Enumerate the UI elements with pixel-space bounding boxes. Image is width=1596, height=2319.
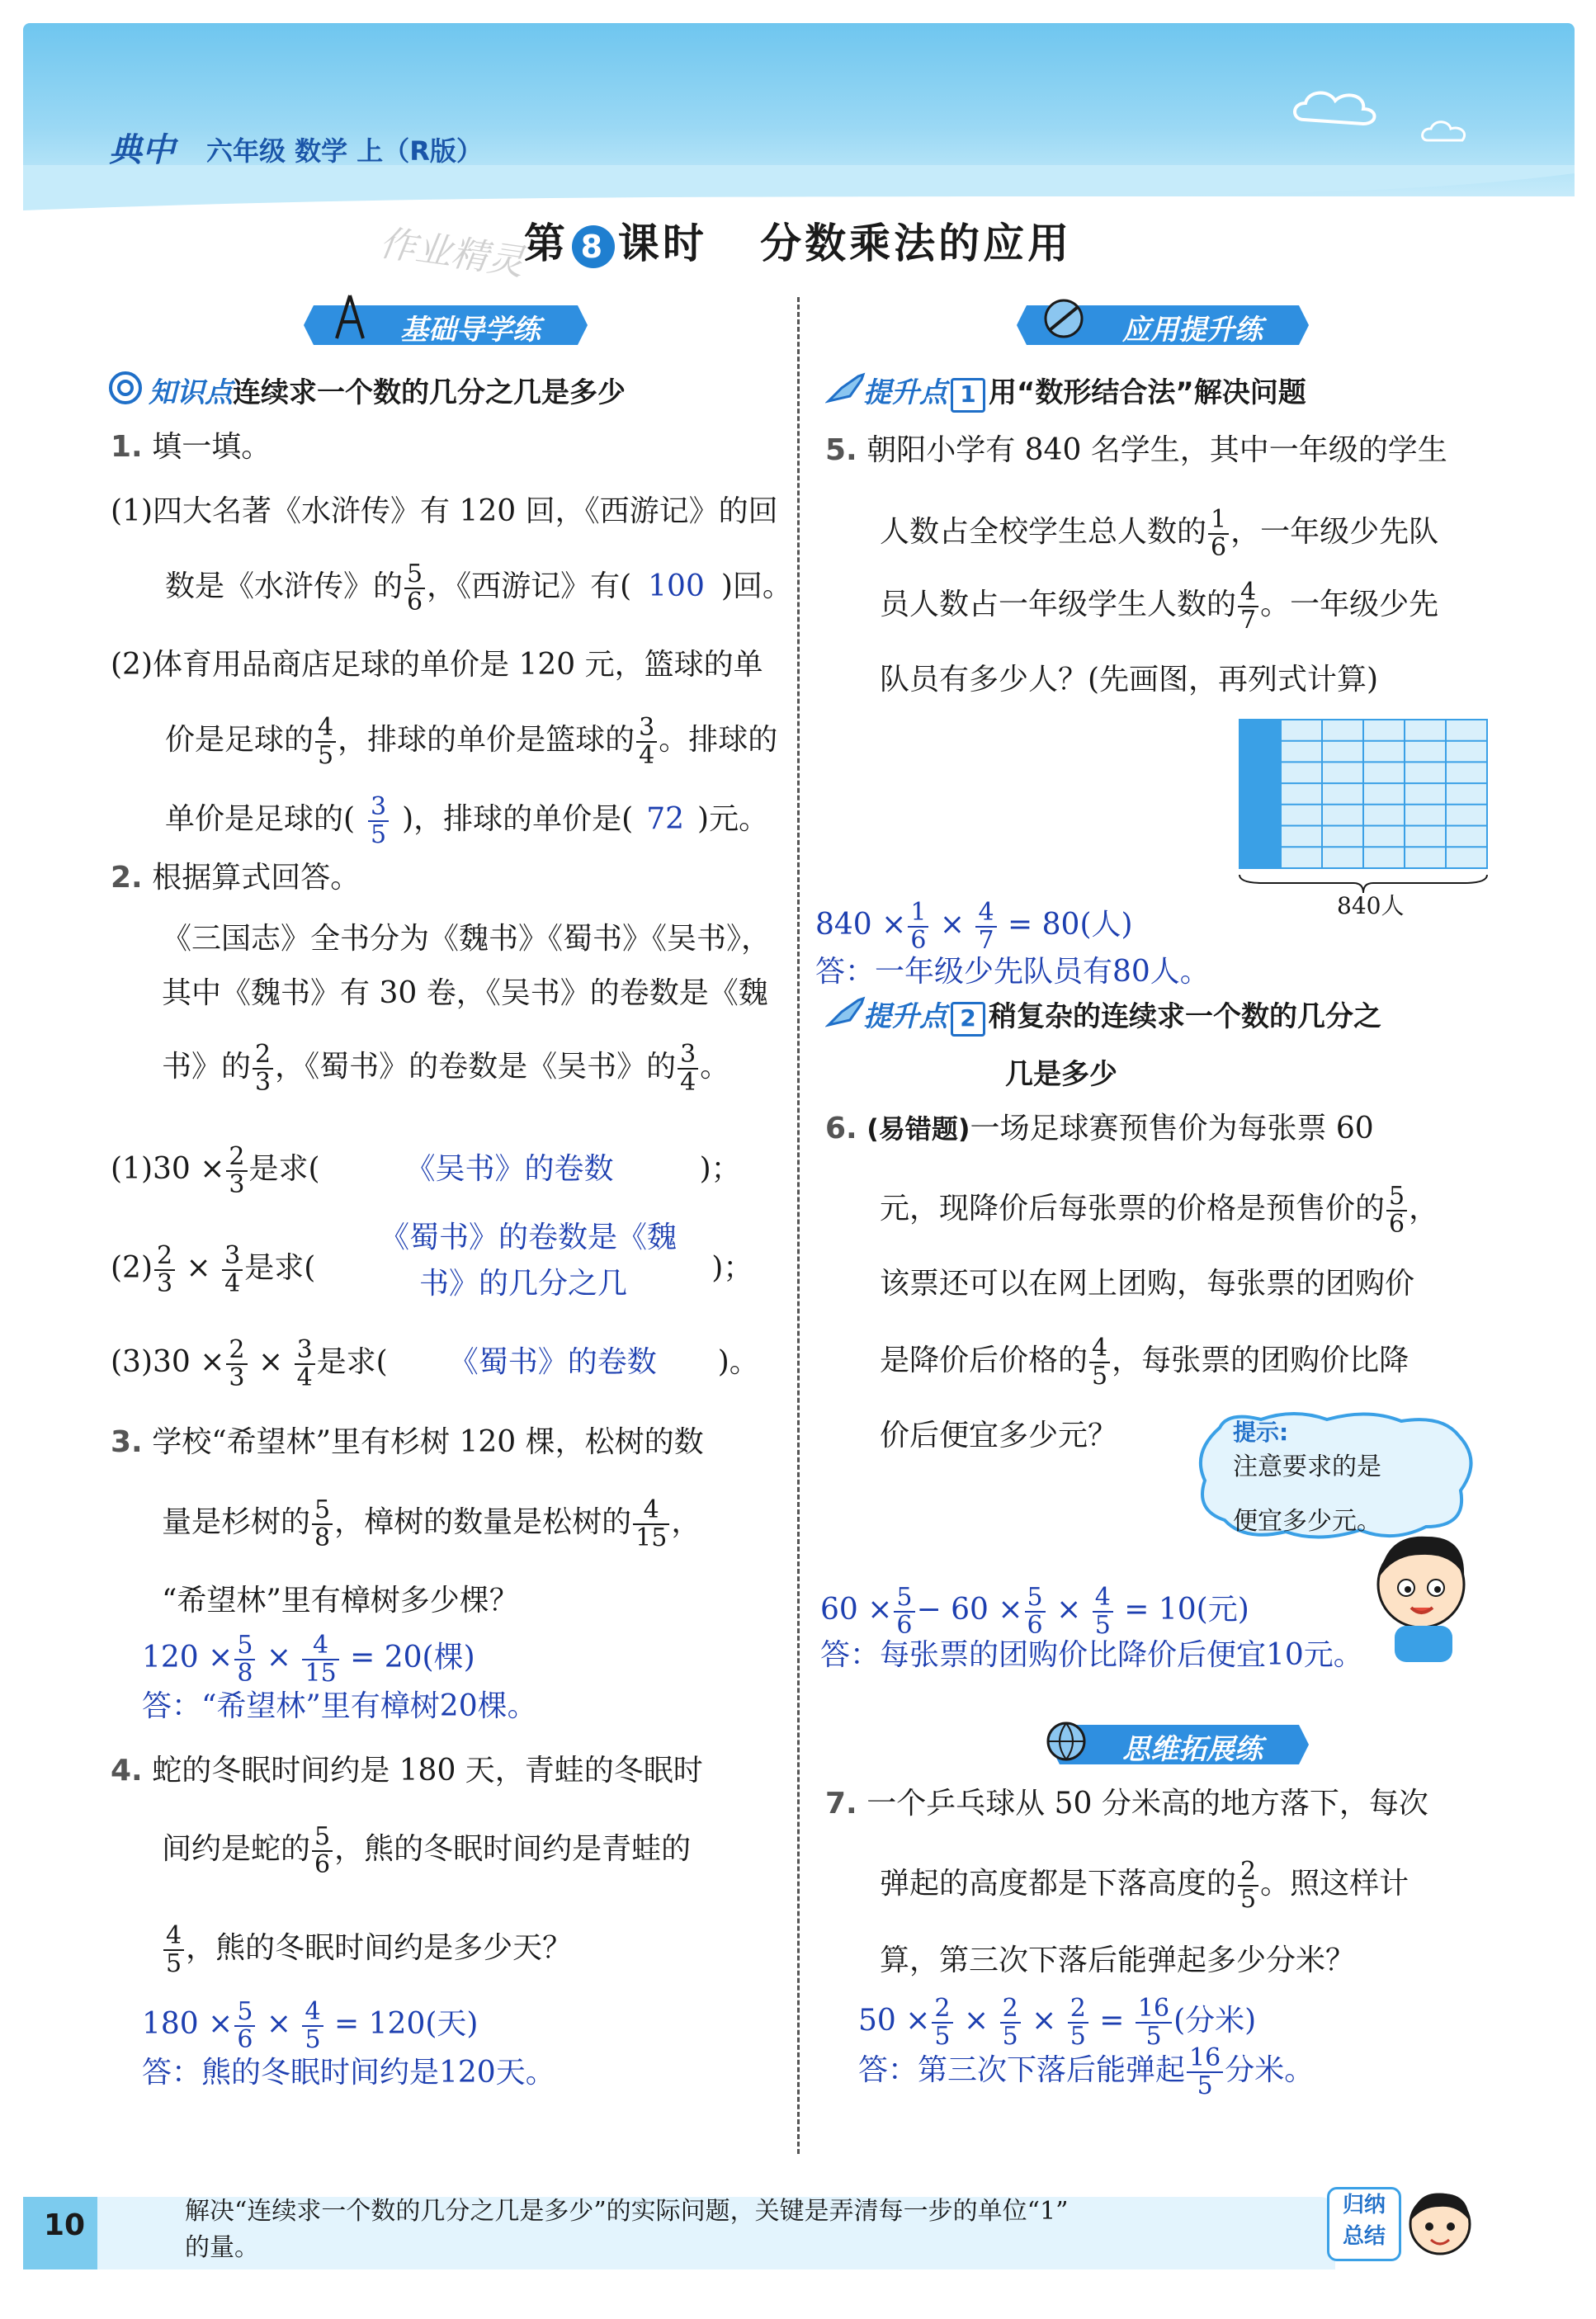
- q1-part2-line1: (2)体育用品商店足球的单价是 120 元，篮球的单: [111, 648, 763, 682]
- logo: 典中: [109, 131, 175, 169]
- cloud-icon: [1287, 83, 1386, 132]
- q1-p2-text-e: )，排球的单价是(: [402, 802, 634, 836]
- lesson-prefix: 第: [523, 220, 569, 267]
- q4-text-b: ，熊的冬眠时间约是青蛙的: [334, 1832, 692, 1866]
- q2-s3-end: )。: [717, 1345, 759, 1379]
- knowledge-tag: 知识点: [149, 376, 233, 409]
- fraction-denominator: 5: [1197, 2071, 1213, 2100]
- section-title-basic: 基础导学练: [400, 314, 541, 347]
- q7-line2: [880, 1859, 1409, 1913]
- q5-number: 5.: [825, 433, 857, 467]
- fraction-denominator: 8: [237, 1659, 253, 1688]
- fraction: [1238, 1859, 1258, 1913]
- fraction-numerator: 2: [1068, 1995, 1088, 2024]
- q2-number: 2.: [111, 861, 143, 895]
- fraction-numerator: 5: [234, 1632, 255, 1660]
- fraction-denominator: 5: [1145, 2022, 1162, 2051]
- fraction-numerator: 3: [295, 1337, 315, 1365]
- lesson-suffix: 课时: [617, 220, 707, 267]
- fraction-denominator: 15: [305, 1659, 337, 1688]
- q3-text-1: 学校“希望林”里有杉树 120 棵，松树的数: [152, 1425, 704, 1459]
- fraction: [1238, 579, 1258, 634]
- section-title-extend: 思维拓展练: [1122, 1733, 1263, 1766]
- q5-line4: 队员有多少人？(先画图，再列式计算): [880, 663, 1379, 697]
- q7-text-1: 一个乒乓球从 50 分米高的地方落下，每次: [866, 1787, 1428, 1821]
- q1-p2-text-d: 单价是足球的(: [165, 802, 356, 836]
- q1-p1-answer: 100: [648, 569, 705, 603]
- fraction-numerator: 5: [894, 1585, 914, 1613]
- q3-calc: 120 × $\frac{5}{8}$ × $\frac{4}{15}$ = 20(棵): [142, 1631, 475, 1688]
- fraction-denominator: 5: [934, 2022, 951, 2051]
- fraction-denominator: 6: [407, 588, 423, 616]
- fraction: [1093, 1585, 1113, 1639]
- summary-badge-line2: 总结: [1342, 2224, 1386, 2249]
- fraction: [312, 1497, 333, 1552]
- fraction: [154, 1243, 175, 1297]
- q4-answer: 答：熊的冬眠时间约是120天。: [142, 2056, 555, 2090]
- q2-text-c: 。: [700, 1050, 730, 1084]
- fraction-numerator: 4: [1093, 1585, 1113, 1613]
- fraction-denominator: 8: [314, 1523, 331, 1552]
- fraction-numerator: 5: [1025, 1585, 1046, 1613]
- fraction: [1025, 1585, 1046, 1639]
- q4-text-a: 间约是蛇的: [162, 1832, 311, 1866]
- q2-s2-pre: (2): [111, 1251, 153, 1285]
- q7-answer-a: 答：第三次下落后能弹起: [858, 2053, 1186, 2087]
- fraction-denominator: 5: [1092, 1362, 1108, 1391]
- q1-part2-line2: [165, 715, 777, 769]
- q4-line2: [162, 1824, 691, 1878]
- q1-p2-answer-fraction: [368, 794, 389, 848]
- q2-s3-post: 是求(: [316, 1345, 388, 1379]
- fraction-denominator: 4: [224, 1269, 241, 1298]
- q6-error-label: (易错题): [866, 1113, 970, 1145]
- q6-calc-c: = 10(元): [1124, 1593, 1249, 1627]
- fraction-denominator: 5: [1070, 2022, 1086, 2051]
- fraction-denominator: 7: [978, 926, 994, 955]
- q7-calc-pre: 50 ×: [858, 2004, 931, 2038]
- q2-line1: 《三国志》全书分为《魏书》《蜀书》《吴书》，: [162, 922, 772, 956]
- fraction-numerator: 3: [368, 794, 389, 822]
- q2-s2-end: )；: [711, 1251, 753, 1285]
- fraction-denominator: 5: [1002, 2022, 1018, 2051]
- fraction: [894, 1585, 914, 1639]
- q5-text-b: ，一年级少先队: [1230, 515, 1439, 549]
- summary-badge-line1: 归纳: [1342, 2193, 1386, 2217]
- q3-line2: [162, 1497, 701, 1552]
- fraction-numerator: 4: [975, 900, 996, 928]
- fraction: [226, 1144, 247, 1198]
- fraction-numerator: 2: [1238, 1859, 1258, 1887]
- fraction: [633, 1497, 669, 1552]
- q1-p1-text-c: )回。: [720, 569, 792, 603]
- point2: [863, 994, 1381, 1037]
- fraction-numerator: 2: [253, 1041, 273, 1070]
- fraction-denominator: 5: [1240, 1885, 1257, 1914]
- fraction-numerator: 3: [222, 1243, 243, 1271]
- q5-text-d: 。一年级少先: [1260, 588, 1439, 621]
- fraction-denominator: 4: [296, 1363, 313, 1392]
- q5-line2: [880, 507, 1438, 561]
- fraction-numerator: 2: [226, 1337, 247, 1365]
- fraction-denominator: 5: [305, 2025, 321, 2054]
- q5-answer: 答：一年级少先队员有80人。: [815, 955, 1210, 989]
- q2-sub2: (2) $\frac{2}{3}$ × $\frac{3}{4}$ 是求( )；: [111, 1241, 753, 1298]
- fraction-numerator: 4: [302, 1632, 338, 1660]
- fraction: [302, 1632, 338, 1687]
- q7-calc: 50 × $\frac{2}{5}$ × $\frac{2}{5}$ × $\frac{2}{5}$ = $\frac{16}{5}$ (分米): [858, 1994, 1257, 2051]
- q7-text-a: 弹起的高度都是下落高度的: [880, 1867, 1237, 1901]
- q1-part1-line2: [165, 561, 792, 616]
- q5-calc-post: = 80(人): [1008, 908, 1133, 942]
- q1-p2-text-c: 。排球的: [659, 723, 778, 757]
- q2-line2: 其中《魏书》有 30 卷，《吴书》的卷数是《魏: [162, 976, 768, 1010]
- q6-text-b: ，: [1409, 1192, 1439, 1226]
- q1-p2-text-a: 价是足球的: [165, 723, 314, 757]
- q3-text-a: 量是杉树的: [162, 1505, 311, 1539]
- q4-line3: [162, 1923, 572, 1977]
- fraction-denominator: 3: [229, 1363, 245, 1392]
- fraction-numerator: 4: [633, 1497, 669, 1525]
- q6-text-c: 是降价后价格的: [880, 1344, 1088, 1377]
- q2-s1-answer: 《吴书》的卷数: [405, 1152, 614, 1186]
- q7-line1: [825, 1781, 1428, 1827]
- q3-answer: 答：“希望林”里有樟树20棵。: [142, 1689, 537, 1723]
- q6-calc-b: − 60 ×: [916, 1593, 1023, 1627]
- hint-line2: 便宜多少元。: [1233, 1507, 1381, 1536]
- q1-part2-line3: [165, 794, 768, 848]
- fraction-numerator: 2: [226, 1144, 247, 1172]
- fraction-denominator: 6: [910, 926, 927, 955]
- q6-text-d: ，每张票的团购价比降: [1112, 1344, 1409, 1377]
- q7-number: 7.: [825, 1787, 857, 1821]
- footer-tip-line1: 解决“连续求一个数的几分之几是多少”的实际问题，关键是弄清每一步的单位“1”: [185, 2197, 1069, 2226]
- q7-answer-b: 分米。: [1225, 2053, 1315, 2087]
- q4-text-c: ，熊的冬眠时间约是多少天？: [186, 1931, 573, 1965]
- q2-s2-answer-line1: 《蜀书》的卷数是《魏: [380, 1221, 678, 1254]
- fraction: [1000, 1995, 1021, 2050]
- fraction-numerator: 4: [315, 715, 336, 743]
- fraction-numerator: 5: [1386, 1183, 1407, 1211]
- section-title-apply: 应用提升练: [1122, 314, 1263, 347]
- fraction-numerator: 5: [234, 1999, 255, 2027]
- q6-line1: [825, 1106, 1374, 1152]
- q4-text-1: 蛇的冬眠时间约是 180 天，青蛙的冬眠时: [152, 1754, 703, 1788]
- point2-text-1: 稍复杂的连续求一个数的几分之: [989, 1000, 1381, 1033]
- q4-calc-post: = 120(天): [334, 2007, 479, 2041]
- fraction-denominator: 4: [639, 741, 655, 770]
- fraction-numerator: 2: [1000, 1995, 1021, 2024]
- fraction-numerator: 5: [404, 561, 425, 589]
- q6-calc: 60 × $\frac{5}{6}$ − 60 × $\frac{5}{6}$ × $\frac{4}{5}$ = 10(元): [820, 1583, 1249, 1640]
- fraction-denominator: 3: [157, 1269, 173, 1298]
- fraction-numerator: 3: [636, 715, 657, 743]
- fraction: [678, 1041, 698, 1096]
- fraction-denominator: 3: [255, 1068, 272, 1097]
- q5-calc: 840 × $\frac{1}{6}$ × $\frac{4}{7}$ = 80(人): [815, 898, 1133, 955]
- page-number: 10: [43, 2208, 86, 2242]
- globe-icon: [1041, 1717, 1091, 1768]
- q2-sub3: (3)30 × $\frac{2}{3}$ × $\frac{3}{4}$ 是求( 《蜀书》的卷数 )。: [111, 1335, 759, 1392]
- fraction-denominator: 3: [229, 1170, 245, 1199]
- q2-s3-pre: (3)30 ×: [111, 1345, 225, 1379]
- q1-stem: [111, 424, 271, 470]
- q7-line3: 算，第三次下落后能弹起多少分米？: [880, 1944, 1356, 1977]
- footer-tip: [185, 2194, 1068, 2266]
- q5-text-c: 员人数占一年级学生人数的: [880, 588, 1237, 621]
- lesson-title: [0, 210, 1596, 270]
- hint-line1: 注意要求的是: [1233, 1452, 1381, 1481]
- lesson-topic: 分数乘法的应用: [760, 220, 1073, 267]
- fraction-denominator: 5: [371, 820, 387, 849]
- target-icon: [107, 370, 144, 406]
- point1-tag: 提升点: [863, 376, 947, 409]
- fraction-denominator: 4: [680, 1068, 696, 1097]
- cloud-small-icon: [1419, 116, 1477, 149]
- q6-text-1: 一场足球赛预售价为每张票 60: [970, 1112, 1374, 1145]
- fraction-numerator: 4: [1089, 1335, 1110, 1363]
- fraction: [404, 561, 425, 616]
- fraction: [163, 1923, 184, 1977]
- q2-s2-answer-line2: 书》的几分之几: [419, 1267, 628, 1301]
- q6-line5: 价后便宜多少元？: [880, 1419, 1118, 1452]
- fraction-numerator: 2: [154, 1243, 175, 1271]
- lesson-number-badge: 8: [572, 225, 615, 268]
- q5-line3: [880, 579, 1438, 634]
- q3-calc-post: = 20(棵): [350, 1641, 475, 1674]
- boy-mascot-icon: [1370, 1525, 1485, 1665]
- fraction-denominator: 15: [635, 1523, 668, 1552]
- q3-text-c: ，: [671, 1505, 701, 1539]
- q5-text-1: 朝阳小学有 840 名学生，其中一年级的学生: [866, 433, 1447, 467]
- fraction: [302, 1999, 323, 2053]
- q2-line3: [162, 1041, 730, 1096]
- q5-calc-pre: 840 ×: [815, 908, 907, 942]
- fraction: [315, 715, 336, 769]
- q5-line1: [825, 427, 1447, 474]
- fraction-numerator: 1: [908, 900, 928, 928]
- q3-calc-pre: 120 ×: [142, 1641, 234, 1674]
- fraction-denominator: 6: [314, 1850, 331, 1879]
- fraction-numerator: 16: [1136, 1995, 1172, 2024]
- q6-text-a: 元，现降价后每张票的价格是预售价的: [880, 1192, 1386, 1226]
- q3-line1: [111, 1419, 704, 1466]
- q2-stem-text: 根据算式回答。: [152, 861, 361, 895]
- q6-calc-a: 60 ×: [820, 1593, 893, 1627]
- fraction-numerator: 4: [163, 1923, 184, 1951]
- fraction: [234, 1632, 255, 1687]
- column-divider: [797, 297, 800, 2154]
- ruler-icon: [1041, 294, 1086, 343]
- fraction: [908, 900, 928, 954]
- q1-part1-line1: (1)四大名著《水浒传》有 120 回，《西游记》的回: [111, 494, 778, 528]
- rocket-icon: [825, 995, 866, 1028]
- q1-p2-text-b: ，排球的单价是篮球的: [338, 723, 635, 757]
- fraction-denominator: 6: [237, 2025, 253, 2054]
- q7-text-b: 。照这样计: [1260, 1867, 1409, 1901]
- fraction: [1208, 507, 1229, 561]
- header-wave: [23, 165, 1575, 215]
- fraction-numerator: 1: [1208, 507, 1229, 535]
- q3-number: 3.: [111, 1425, 143, 1459]
- q4-calc: 180 × $\frac{5}{6}$ × $\frac{4}{5}$ = 120(天): [142, 1997, 479, 2054]
- q2-text-a: 书》的: [162, 1050, 252, 1084]
- fraction-denominator: 6: [1389, 1210, 1405, 1239]
- fraction-denominator: 6: [1027, 1611, 1043, 1640]
- q2-stem: [111, 855, 360, 901]
- q6-answer: 答：每张票的团购价比降价后便宜10元。: [820, 1638, 1363, 1672]
- q4-line1: [111, 1748, 703, 1794]
- q1-p1-text-b: ，《西游记》有(: [427, 569, 632, 603]
- fraction-denominator: 5: [166, 1949, 182, 1978]
- fraction-numerator: 5: [312, 1824, 333, 1852]
- fraction-denominator: 5: [318, 741, 334, 770]
- q5-text-a: 人数占全校学生总人数的: [880, 515, 1207, 549]
- q5-diagram-label: 840人: [1337, 892, 1405, 919]
- point2-number: 2: [951, 1002, 985, 1037]
- q1-p1-text-a: 数是《水浒传》的: [165, 569, 404, 603]
- q1-stem-text: 填一填。: [152, 430, 272, 464]
- q1-number: 1.: [111, 430, 143, 464]
- fraction: [1068, 1995, 1088, 2050]
- fraction-numerator: 4: [1238, 579, 1258, 607]
- q4-calc-pre: 180 ×: [142, 2007, 234, 2041]
- fraction: [234, 1999, 255, 2053]
- summary-badge: [1327, 2187, 1401, 2261]
- q5-grid-diagram: [1238, 718, 1494, 916]
- fraction-numerator: 4: [302, 1999, 323, 2027]
- mascot-face-icon: [1403, 2187, 1477, 2269]
- fraction: [253, 1041, 273, 1096]
- fraction-denominator: 5: [1094, 1611, 1111, 1640]
- q3-text-b: ，樟树的数量是松树的: [334, 1505, 632, 1539]
- q2-s3-answer: 《蜀书》的卷数: [448, 1345, 657, 1379]
- fraction-numerator: 3: [678, 1041, 698, 1070]
- fraction-denominator: 6: [1211, 533, 1227, 562]
- point1-number: 1: [951, 378, 985, 413]
- q1-p2-text-f: )元。: [697, 802, 769, 836]
- q3-line3: “希望林”里有樟树多少棵？: [162, 1584, 519, 1618]
- q7-calc-eq: =: [1099, 2004, 1125, 2038]
- q6-line2: [880, 1183, 1438, 1238]
- book-title: 六年级 数学 上（R版）: [206, 135, 483, 167]
- knowledge-point: [149, 370, 626, 410]
- q4-number: 4.: [111, 1754, 143, 1788]
- point1: [863, 370, 1306, 413]
- q2-sub1: [111, 1144, 741, 1198]
- q6-number: 6.: [825, 1112, 857, 1145]
- fraction: [1386, 1183, 1407, 1238]
- q7-calc-unit: (分米): [1173, 2004, 1257, 2038]
- q2-s2-answer: [380, 1215, 677, 1307]
- q7-answer: [858, 2045, 1314, 2099]
- q2-s1-post: 是求(: [248, 1152, 320, 1186]
- fraction: [932, 1995, 952, 2050]
- fraction: [312, 1824, 333, 1878]
- point2-tag: 提升点: [863, 1000, 947, 1033]
- fraction-numerator: 2: [932, 1995, 952, 2024]
- fraction-numerator: 16: [1187, 2045, 1223, 2073]
- q6-line4: [880, 1335, 1409, 1390]
- fraction: [226, 1337, 247, 1391]
- q1-p2-answer: 72: [646, 802, 685, 836]
- fraction: [1187, 2045, 1223, 2099]
- watermark: 作业精灵: [376, 221, 527, 284]
- hint-title: 提示:: [1233, 1419, 1289, 1446]
- fraction-denominator: 6: [896, 1611, 913, 1640]
- rocket-icon: [825, 371, 866, 404]
- fraction: [222, 1243, 243, 1297]
- fraction: [1089, 1335, 1110, 1390]
- point2-line2: 几是多少: [1005, 1058, 1117, 1091]
- fraction: [1136, 1995, 1172, 2050]
- footer-tip-line2: 的量。: [185, 2233, 259, 2262]
- q2-s1-end: )；: [699, 1152, 741, 1186]
- fraction-numerator: 5: [312, 1497, 333, 1525]
- fraction: [636, 715, 657, 769]
- point1-text: 用“数形结合法”解决问题: [989, 376, 1306, 409]
- knowledge-text: 连续求一个数的几分之几是多少: [233, 376, 626, 409]
- q2-s1-pre: (1)30 ×: [111, 1152, 225, 1186]
- q2-text-b: ，《蜀书》的卷数是《吴书》的: [275, 1050, 677, 1084]
- fraction: [975, 900, 996, 954]
- q2-s2-post: 是求(: [244, 1251, 316, 1285]
- fraction: [295, 1337, 315, 1391]
- fraction-denominator: 7: [1240, 606, 1257, 635]
- q6-line3: 该票还可以在网上团购，每张票的团购价: [880, 1267, 1415, 1301]
